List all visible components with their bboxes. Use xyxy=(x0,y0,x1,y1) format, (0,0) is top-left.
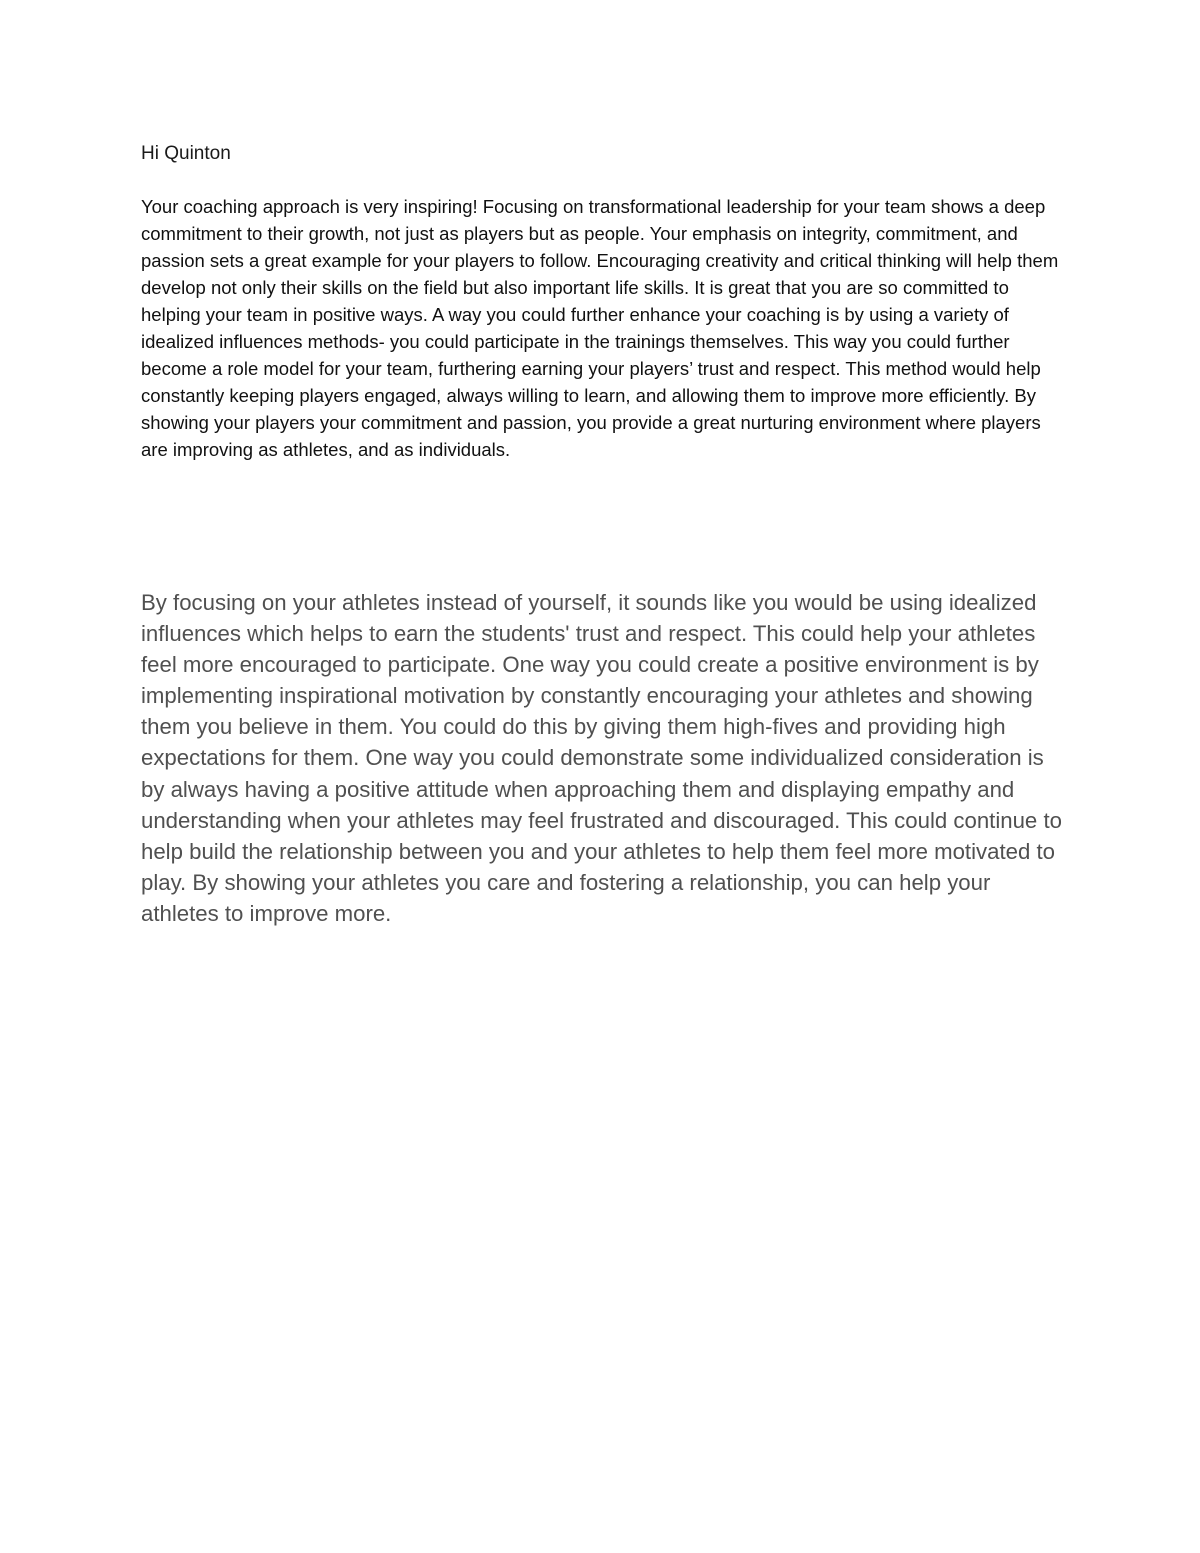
greeting-line: Hi Quinton xyxy=(141,143,231,164)
feedback-paragraph-one: Your coaching approach is very inspiring! Focusing on transformational leadership for your team shows a deep commitment to their growth, not just as players but as people. Your emphasis on integrity, commitment, and passion sets a great example for your players to follow. Encouraging creativity and critical thinking will help them develop not only their skills on the field but also important life skills. It is great that you are so committed to helping your team in positive ways. A way you could further enhance your coaching is by using a variety of idealized influences methods- you could participate in the trainings themselves. This way you could further become a role model for your team, furthering earning your players’ trust and respect. This method would help constantly keeping players engaged, always willing to learn, and allowing them to improve more efficiently. By showing your players your commitment and passion, you provide a great nurturing environment where players are improving as athletes, and as individuals. xyxy=(141,196,1059,460)
feedback-paragraph-two: By focusing on your athletes instead of yourself, it sounds like you would be using idealized influences which helps to earn the students' trust and respect. This could help your athletes feel more encouraged to participate. One way you could create a positive environment is by implementing inspirational motivation by constantly encouraging your athletes and showing them you believe in them. You could do this by giving them high-fives and providing high expectations for them. One way you could demonstrate some individualized consideration is by always having a positive attitude when approaching them and displaying empathy and understanding when your athletes may feel frustrated and discouraged. This could continue to help build the relationship between you and your athletes to help them feel more motivated to play. By showing your athletes you care and fostering a relationship, you can help your athletes to improve more. xyxy=(141,590,1062,926)
